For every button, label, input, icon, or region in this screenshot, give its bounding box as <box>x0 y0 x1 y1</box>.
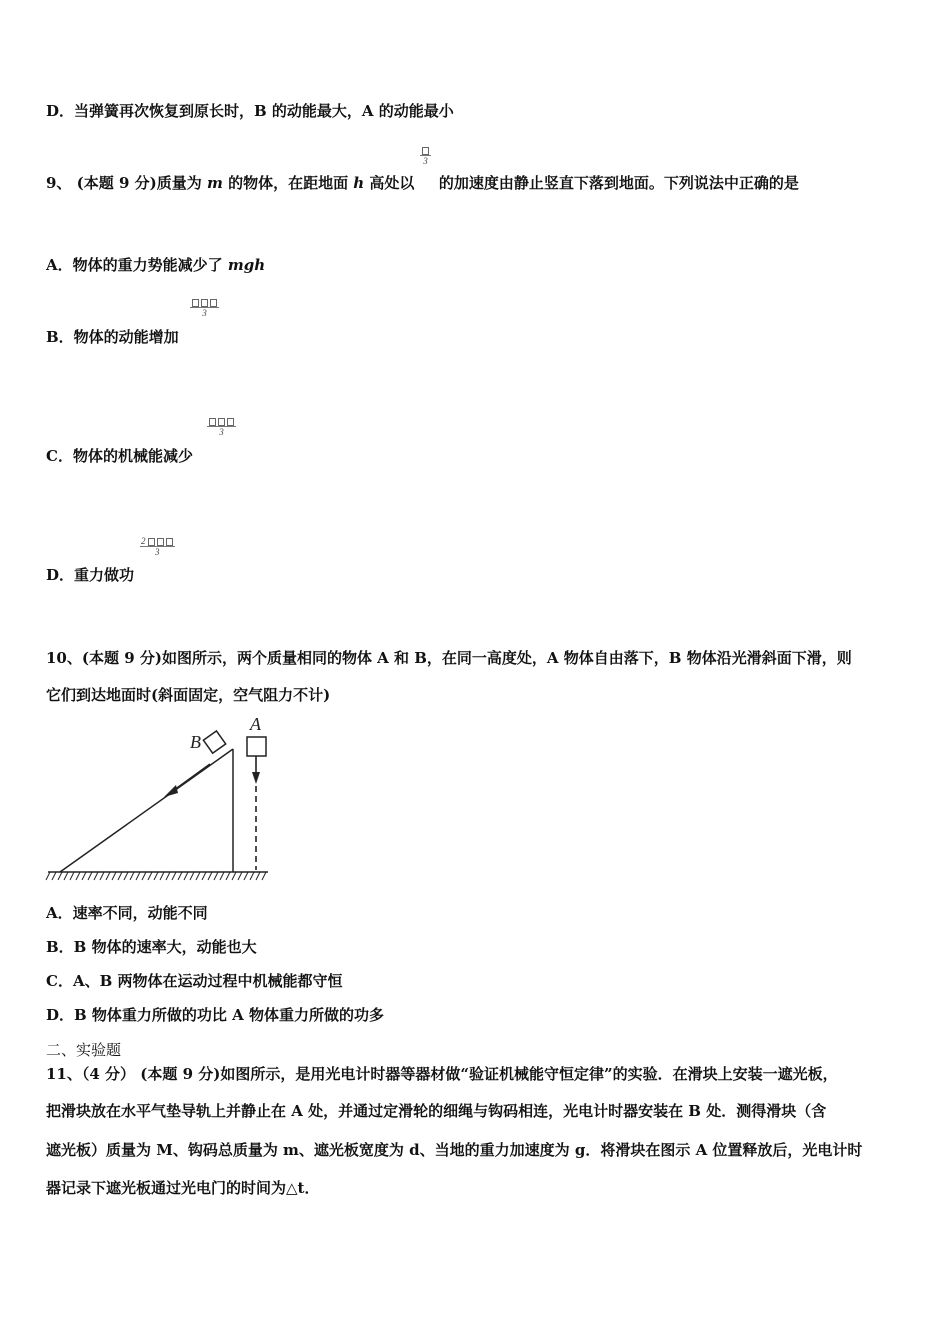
q8-option-d: D．当弹簧再次恢复到原长时，B 的动能最大，A 的动能最小 <box>46 102 454 120</box>
block-b <box>203 731 225 753</box>
q9-option-a-text: A．物体的重力势能减少了 <box>46 256 228 274</box>
q9-option-c-den: 3 <box>219 427 224 437</box>
q9-option-d-coef: 2 <box>141 536 147 546</box>
block-a-arrowhead <box>252 772 260 784</box>
q10-option-a: A．速率不同，动能不同 <box>46 904 208 922</box>
label-b: B <box>190 732 201 752</box>
q9-var-h: h <box>353 174 365 192</box>
ground-hatch <box>46 872 266 880</box>
q9-stem-b: 的物体，在距地面 <box>222 174 354 192</box>
q9-stem-a: 9、 (本题 9 分)质量为 <box>46 174 207 192</box>
q9-stem <box>46 173 799 193</box>
q9-accel-fraction <box>420 145 431 166</box>
q10-option-d: D．B 物体重力所做的功比 A 物体重力所做的功多 <box>46 1006 384 1024</box>
q10-stem-line2: 它们到达地面时(斜面固定，空气阻力不计) <box>46 686 331 704</box>
q9-option-c: C．物体的机械能减少 <box>46 447 193 465</box>
q9-option-a <box>46 255 265 275</box>
q9-stem-d: 的加速度由静止竖直下落到地面。下列说法中正确的是 <box>433 174 799 192</box>
incline-slope <box>60 749 233 872</box>
q10-stem-line1: 10、(本题 9 分)如图所示，两个质量相同的物体 A 和 B，在同一高度处，A 物体自由落下，B 物体沿光滑斜面下滑，则 <box>46 649 852 667</box>
q9-option-b: B．物体的动能增加 <box>46 328 179 346</box>
q9-var-m: m <box>206 174 223 192</box>
q10-option-c: C．A、B 两物体在运动过程中机械能都守恒 <box>46 972 343 990</box>
q11-line3: 遮光板）质量为 M、钩码总质量为 m、遮光板宽度为 d、当地的重力加速度为 g．将滑块在图示 A 位置释放后，光电计时 <box>46 1141 863 1159</box>
q11-line4: 器记录下遮光板通过光电门的时间为△t． <box>46 1179 320 1197</box>
q9-frac-den: 3 <box>423 156 428 166</box>
q10-option-b: B．B 物体的速率大，动能也大 <box>46 938 257 956</box>
q9-option-b-den: 3 <box>202 308 207 318</box>
q9-option-b-fraction <box>190 297 219 318</box>
section-title: 二、实验题 <box>46 1041 122 1059</box>
label-a: A <box>250 714 261 734</box>
block-a <box>247 737 266 756</box>
q9-option-a-var: mgh <box>227 256 266 274</box>
q10-incline-figure <box>40 712 280 887</box>
q9-option-d-den: 3 <box>155 547 160 557</box>
q11-line2: 把滑块放在水平气垫导轨上并静止在 A 处，并通过定滑轮的细绳与钩码相连，光电计时器安装在 B 处．测得滑块（含 <box>46 1102 827 1120</box>
q9-stem-c: 高处以 <box>364 174 420 192</box>
block-b-arrowhead <box>164 785 178 797</box>
q9-option-d-fraction <box>140 536 175 557</box>
q9-option-d: D．重力做功 <box>46 566 135 584</box>
q9-option-c-fraction <box>207 416 236 437</box>
q11-line1: 11、（4 分） (本题 9 分)如图所示，是用光电计时器等器材做“验证机械能守恒定律”的实验．在滑块上安装一遮光板， <box>46 1065 838 1083</box>
